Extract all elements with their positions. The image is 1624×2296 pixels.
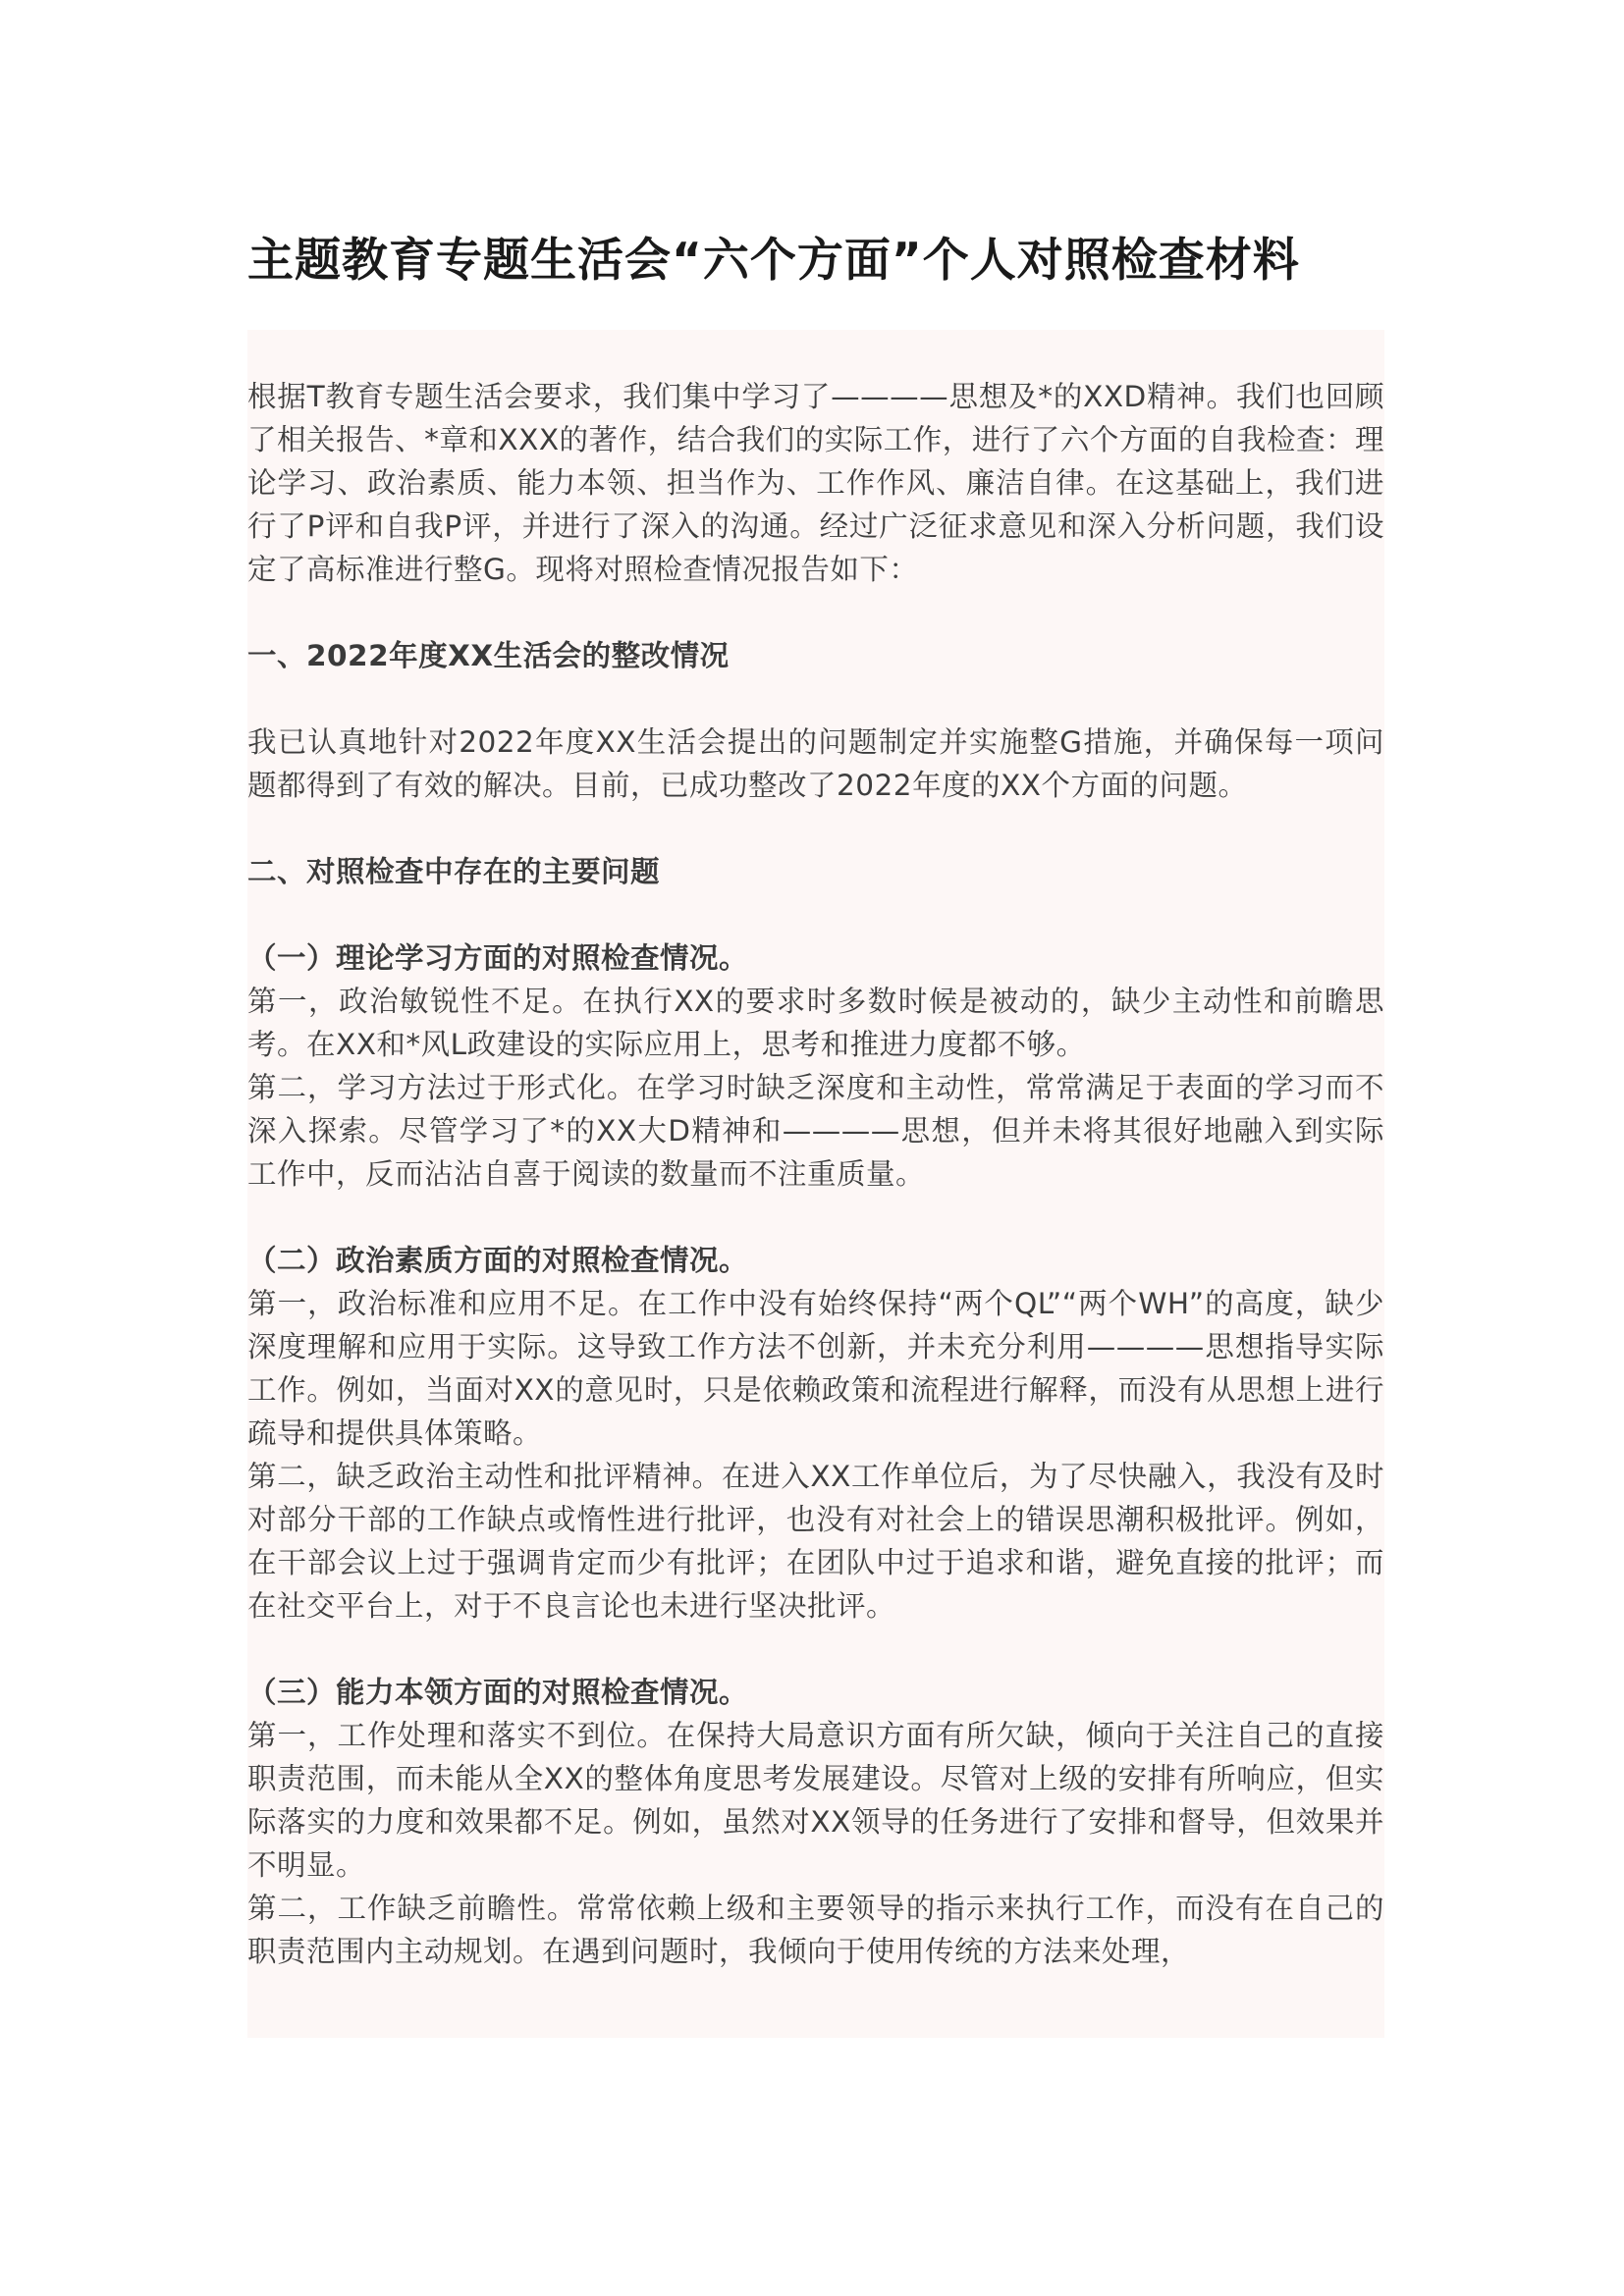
subsection3-heading: （三）能力本领方面的对照检查情况。 <box>247 1676 749 1709</box>
document-body <box>247 330 1384 2038</box>
section2-heading: 二、对照检查中存在的主要问题 <box>247 855 661 888</box>
intro-paragraph: 根据T教育专题生活会要求，我们集中学习了————思想及*的XXD精神。我们也回顾了相关报告、*章和XXX的著作，结合我们的实际工作，进行了六个方面的自我检查：理论学习、政治素质、能力本领、担当作为、工作作风、廉洁自律。在这基础上，我们进行了P评和自我P评，并进行了深入的沟通。经过广泛征求意见和深入分析问题，我们设定了高标准进行整G。现将对照检查情况报告如下： <box>247 380 1384 586</box>
document-title: 主题教育专题生活会“六个方面”个人对照检查材料 <box>247 234 1300 288</box>
subsection1-paragraph-2: 第二，学习方法过于形式化。在学习时缺乏深度和主动性，常常满足于表面的学习而不深入探索。尽管学习了*的XX大D精神和————思想，但并未将其很好地融入到实际工作中，反而沾沾自喜于阅读的数量而不注重质量。 <box>247 1071 1384 1191</box>
subsection1-paragraph-1: 第一，政治敏锐性不足。在执行XX的要求时多数时候是被动的，缺少主动性和前瞻思考。在XX和*风L政建设的实际应用上，思考和推进力度都不够。 <box>247 985 1384 1061</box>
spacer <box>247 591 1384 634</box>
section1-paragraph: 我已认真地针对2022年度XX生活会提出的问题制定并实施整G措施，并确保每一项问题都得到了有效的解决。目前，已成功整改了2022年度的XX个方面的问题。 <box>247 725 1384 802</box>
subsection2-paragraph-2: 第二，缺乏政治主动性和批评精神。在进入XX工作单位后，为了尽快融入，我没有及时对部分干部的工作缺点或惰性进行批评，也没有对社会上的错误思潮积极批评。例如，在干部会议上过于强调肯定而少有批评；在团队中过于追求和谐，避免直接的批评；而在社交平台上，对于不良言论也未进行坚决批评。 <box>247 1460 1384 1623</box>
subsection2-heading: （二）政治素质方面的对照检查情况。 <box>247 1244 749 1277</box>
spacer <box>247 893 1384 936</box>
spacer <box>247 1628 1384 1671</box>
subsection1-heading: （一）理论学习方面的对照检查情况。 <box>247 941 749 975</box>
subsection3-paragraph-1: 第一，工作处理和落实不到位。在保持大局意识方面有所欠缺，倾向于关注自己的直接职责范围，而未能从全XX的整体角度思考发展建设。尽管对上级的安排有所响应，但实际落实的力度和效果都不足。例如，虽然对XX领导的任务进行了安排和督导，但效果并不明显。 <box>247 1719 1384 1882</box>
subsection2-paragraph-1: 第一，政治标准和应用不足。在工作中没有始终保持“两个QL”“两个WH”的高度，缺少深度理解和应用于实际。这导致工作方法不创新，并未充分利用————思想指导实际工作。例如，当面对XX的意见时，只是依赖政策和流程进行解释，而没有从思想上进行疏导和提供具体策略。 <box>247 1287 1384 1450</box>
spacer <box>247 1196 1384 1239</box>
subsection3-paragraph-2: 第二，工作缺乏前瞻性。常常依赖上级和主要领导的指示来执行工作，而没有在自己的职责范围内主动规划。在遇到问题时，我倾向于使用传统的方法来处理， <box>247 1892 1384 1968</box>
spacer <box>247 677 1384 721</box>
section1-heading: 一、2022年度XX生活会的整改情况 <box>247 639 730 672</box>
spacer <box>247 807 1384 850</box>
